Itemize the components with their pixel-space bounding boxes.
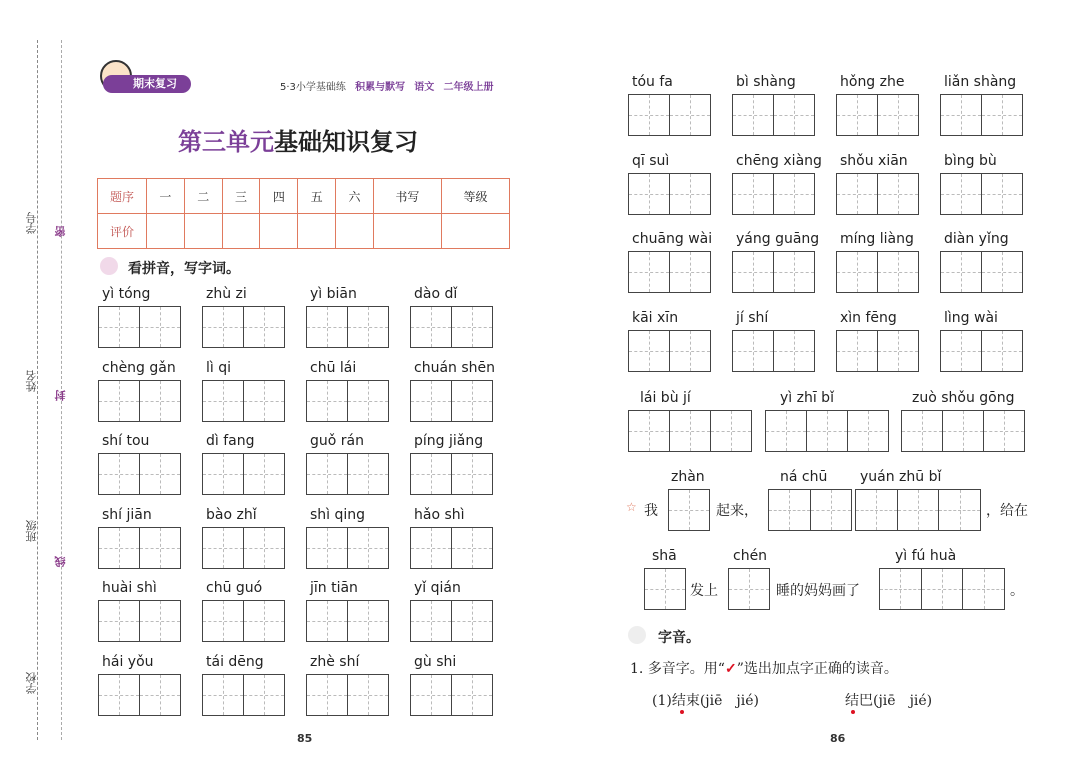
seal-mi: 密	[54, 226, 67, 237]
writing-grid[interactable]	[202, 527, 285, 569]
writing-grid[interactable]	[306, 600, 389, 642]
question-1	[630, 658, 898, 678]
pinyin-label: kāi xīn	[632, 309, 679, 326]
pinyin-label: gù shi	[414, 653, 457, 670]
writing-grid[interactable]	[410, 306, 493, 348]
writing-grid[interactable]	[98, 380, 181, 422]
score-header-cell: 六	[336, 179, 374, 214]
writing-grid[interactable]	[940, 330, 1023, 372]
pinyin-label: chèng gǎn	[102, 359, 176, 376]
pinyin-label: diàn yǐng	[944, 231, 1009, 247]
pinyin-label: jí shí	[736, 309, 769, 326]
writing-grid[interactable]	[901, 410, 1025, 452]
question-text: ”选出加点字正确的读音。	[736, 661, 898, 677]
section1-title: 看拼音，写字词。	[128, 261, 240, 277]
pinyin-label: yì fú huà	[895, 548, 957, 564]
writing-grid[interactable]	[306, 527, 389, 569]
pinyin-label: shì qing	[310, 506, 366, 523]
page-title	[178, 122, 418, 157]
writing-grid[interactable]	[628, 94, 711, 136]
question-item: 结巴(jiē jié)	[845, 693, 933, 709]
score-cell[interactable]	[147, 214, 185, 249]
section3-title: 字音。	[658, 630, 700, 646]
sentence-text: 发上	[690, 583, 718, 599]
check-icon: ✓	[724, 661, 737, 677]
writing-grid[interactable]	[628, 410, 752, 452]
pinyin-label: ná chū	[780, 469, 828, 485]
pinyin-label: qī suì	[632, 152, 670, 169]
pinyin-label: píng jiǎng	[414, 433, 484, 449]
student-id-label: 学号	[25, 212, 38, 234]
writing-grid[interactable]	[768, 489, 852, 531]
writing-grid[interactable]	[765, 410, 889, 452]
writing-grid[interactable]	[940, 251, 1023, 293]
writing-grid[interactable]	[668, 489, 710, 531]
score-table	[97, 178, 510, 249]
pinyin-label: chū guó	[206, 580, 263, 596]
emphasis-dot	[851, 710, 855, 714]
pinyin-label: yì tóng	[102, 286, 151, 302]
writing-grid[interactable]	[98, 527, 181, 569]
page-number-left: 85	[297, 732, 313, 745]
pinyin-label: huài shì	[102, 580, 157, 596]
sentence-text: 我	[644, 503, 658, 519]
star-icon: ☆	[626, 500, 637, 514]
writing-grid[interactable]	[202, 306, 285, 348]
pinyin-label: yáng guāng	[736, 231, 820, 247]
writing-grid[interactable]	[940, 173, 1023, 215]
writing-grid[interactable]	[628, 251, 711, 293]
pinyin-label: tóu fa	[632, 74, 673, 90]
pinyin-label: chuán shēn	[414, 359, 495, 376]
header-series	[280, 78, 493, 93]
pinyin-label: jīn tiān	[310, 580, 358, 596]
pinyin-label: shā	[652, 548, 677, 564]
pinyin-label: chén	[733, 548, 768, 564]
emphasis-dot	[680, 710, 684, 714]
writing-grid[interactable]	[98, 600, 181, 642]
pinyin-label: zhè shí	[310, 653, 360, 670]
writing-grid[interactable]	[306, 380, 389, 422]
title-topic: 基础知识复习	[274, 128, 418, 156]
grade-name: 二年级上册	[443, 82, 494, 93]
pinyin-label: shí tou	[102, 433, 150, 449]
question-number: 1.	[630, 661, 644, 677]
score-header-cell: 四	[260, 179, 298, 214]
section-icon	[628, 626, 646, 644]
score-header-cell: 二	[184, 179, 222, 214]
writing-grid[interactable]	[628, 173, 711, 215]
writing-grid[interactable]	[410, 527, 493, 569]
section-icon	[100, 257, 118, 275]
writing-grid[interactable]	[202, 674, 285, 716]
pinyin-label: yì biān	[310, 286, 357, 302]
writing-grid[interactable]	[410, 453, 493, 495]
school-label: 学校	[25, 672, 38, 694]
sentence-text: 起来，	[716, 503, 758, 519]
score-header-cell: 五	[298, 179, 336, 214]
pinyin-label: tái dēng	[206, 653, 264, 670]
score-header-cell: 书写	[373, 179, 441, 214]
question-text: 多音字。用“	[647, 661, 725, 677]
score-header-cell: 一	[147, 179, 185, 214]
writing-grid[interactable]	[644, 568, 686, 610]
pinyin-label: hái yǒu	[102, 653, 154, 670]
sentence-text: 睡的妈妈画了	[776, 583, 860, 599]
pinyin-label: hǎo shì	[414, 506, 465, 523]
writing-grid[interactable]	[836, 251, 919, 293]
class-label: 班级	[25, 520, 38, 542]
score-cell[interactable]	[184, 214, 222, 249]
score-eval-label: 评价	[98, 214, 147, 249]
writing-grid[interactable]	[306, 674, 389, 716]
writing-grid[interactable]	[202, 600, 285, 642]
pinyin-label: yuán zhū bǐ	[860, 469, 942, 485]
writing-grid[interactable]	[306, 453, 389, 495]
writing-grid[interactable]	[98, 306, 181, 348]
pinyin-label: liǎn shàng	[944, 74, 1017, 90]
writing-grid[interactable]	[732, 94, 815, 136]
seal-feng: 封	[54, 390, 67, 401]
seal-xian: 线	[54, 556, 67, 567]
writing-grid[interactable]	[836, 173, 919, 215]
score-cell[interactable]	[222, 214, 260, 249]
sentence-text: ，给在	[986, 503, 1028, 519]
score-cell[interactable]	[373, 214, 441, 249]
writing-grid[interactable]	[728, 568, 770, 610]
score-cell[interactable]	[260, 214, 298, 249]
writing-grid[interactable]	[879, 568, 1005, 610]
pinyin-label: chēng xiàng	[736, 152, 822, 169]
pinyin-label: bìng bù	[944, 152, 997, 169]
writing-grid[interactable]	[855, 489, 981, 531]
pinyin-label: shí jiān	[102, 506, 152, 523]
writing-grid[interactable]	[732, 330, 815, 372]
writing-grid[interactable]	[410, 600, 493, 642]
score-header-cell: 三	[222, 179, 260, 214]
pinyin-label: xìn fēng	[840, 309, 897, 326]
writing-grid[interactable]	[836, 94, 919, 136]
pinyin-label: shǒu xiān	[840, 152, 908, 169]
pinyin-label: chuāng wài	[632, 231, 713, 247]
writing-grid[interactable]	[732, 173, 815, 215]
pinyin-label: chū lái	[310, 359, 357, 376]
writing-grid[interactable]	[836, 330, 919, 372]
pinyin-label: dào dǐ	[414, 286, 458, 302]
book-name: 积累与默写	[355, 82, 406, 93]
pinyin-label: lì qi	[206, 359, 232, 376]
pinyin-label: lái bù jí	[640, 390, 691, 406]
writing-grid[interactable]	[410, 674, 493, 716]
score-header-cell: 等级	[441, 179, 509, 214]
score-cell[interactable]	[336, 214, 374, 249]
pinyin-label: hǒng zhe	[840, 74, 905, 90]
score-cell[interactable]	[298, 214, 336, 249]
series-name: 5·3小学基础练	[280, 82, 346, 93]
sentence-text: 。	[1010, 583, 1024, 599]
pinyin-label: yǐ qián	[414, 580, 461, 596]
page-number-right: 86	[830, 732, 846, 745]
pinyin-label: zuò shǒu gōng	[912, 390, 1015, 406]
writing-grid[interactable]	[98, 674, 181, 716]
writing-grid[interactable]	[98, 453, 181, 495]
writing-grid[interactable]	[732, 251, 815, 293]
pinyin-label: míng liàng	[840, 231, 914, 247]
writing-grid[interactable]	[202, 380, 285, 422]
name-label: 姓名	[25, 370, 38, 392]
pinyin-label: bào zhǐ	[206, 506, 257, 523]
writing-grid[interactable]	[410, 380, 493, 422]
pinyin-label: dì fang	[206, 433, 255, 449]
writing-grid[interactable]	[202, 453, 285, 495]
pinyin-label: guǒ rán	[310, 433, 364, 449]
question-item: (1)结束(jiē jié)	[652, 693, 759, 709]
writing-grid[interactable]	[628, 330, 711, 372]
writing-grid[interactable]	[306, 306, 389, 348]
writing-grid[interactable]	[940, 94, 1023, 136]
pinyin-label: yì zhī bǐ	[780, 390, 834, 406]
score-header-cell: 题序	[98, 179, 147, 214]
pinyin-label: bì shàng	[736, 74, 796, 90]
pinyin-label: zhù zi	[206, 286, 247, 302]
review-badge: 期末复习	[103, 75, 191, 93]
score-cell[interactable]	[441, 214, 509, 249]
subject-name: 语文	[414, 82, 435, 93]
pinyin-label: zhàn	[671, 469, 705, 485]
pinyin-label: lìng wài	[944, 309, 998, 326]
title-unit: 第三单元	[178, 128, 274, 156]
